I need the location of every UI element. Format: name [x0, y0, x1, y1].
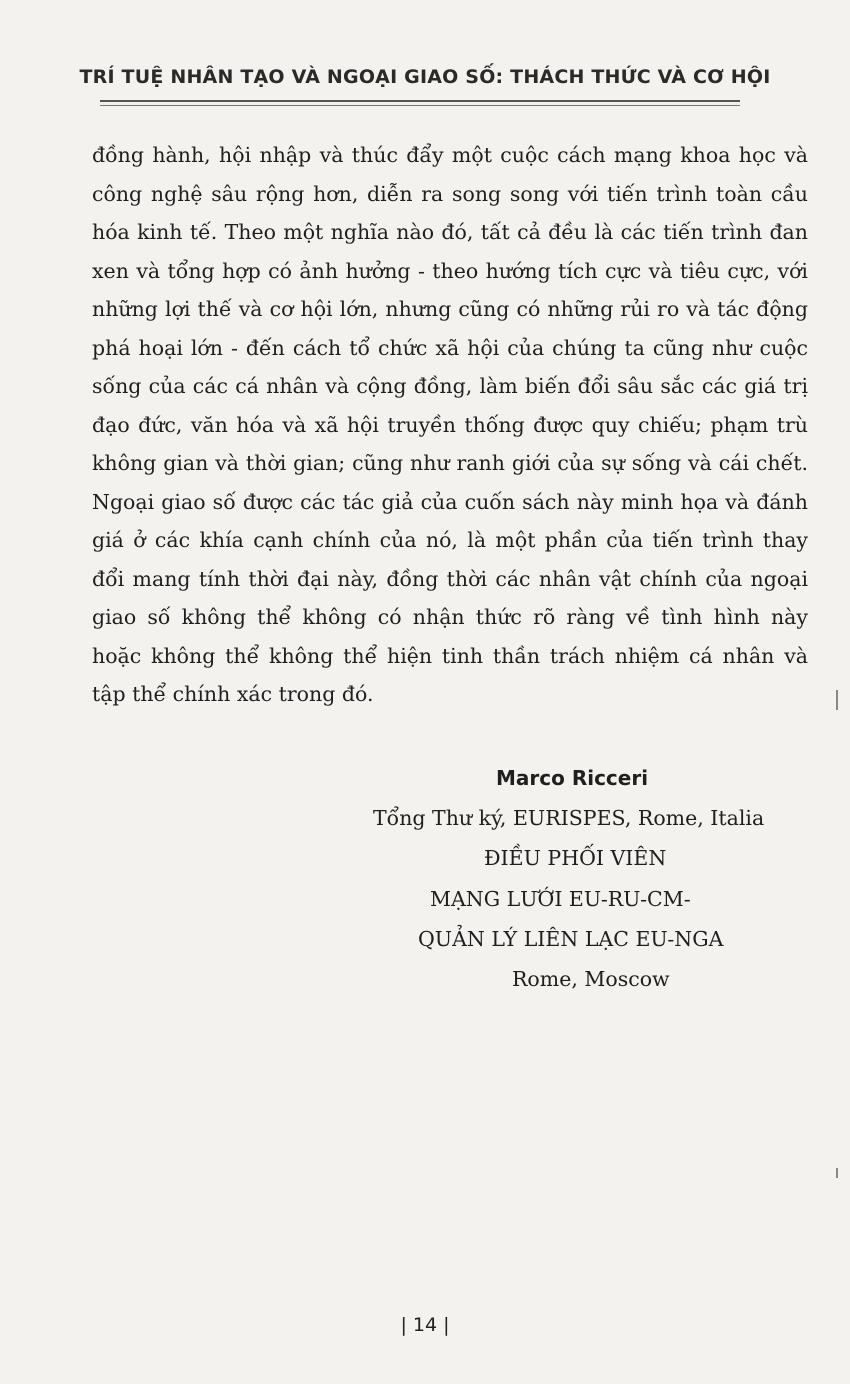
author-network: MẠNG LƯỚI EU-RU-CM- — [430, 887, 691, 911]
page-number: | 14 | — [400, 1314, 450, 1336]
text-line: không gian và thời gian; cũng như ranh giới của sự sống và cái chết. — [92, 451, 808, 475]
author-role: ĐIỀU PHỐI VIÊN — [484, 846, 667, 870]
text-line: công nghệ sâu rộng hơn, diễn ra song song với tiến trình toàn cầu — [92, 181, 808, 206]
author-location: Rome, Moscow — [512, 967, 670, 991]
author-title: Tổng Thư ký, EURISPES, Rome, Italia — [373, 806, 765, 830]
running-header — [0, 66, 850, 88]
header-rule-thin — [100, 105, 740, 106]
author-office: QUẢN LÝ LIÊN LẠC EU-NGA — [418, 927, 724, 951]
header-rule — [100, 100, 740, 102]
text-line: đạo đức, văn hóa và xã hội truyền thống được quy chiếu; phạm trù — [92, 412, 808, 437]
body-paragraph — [92, 136, 808, 714]
text-line: phá hoại lớn - đến cách tổ chức xã hội của chúng ta cũng như cuộc — [92, 335, 808, 360]
text-line: hóa kinh tế. Theo một nghĩa nào đó, tất cả đều là các tiến trình đan — [92, 220, 808, 244]
text-line: tập thể chính xác trong đó. — [92, 682, 374, 706]
text-line: Ngoại giao số được các tác giả của cuốn sách này minh họa và đánh — [92, 489, 808, 514]
text-line: giao số không thể không có nhận thức rõ ràng về tình hình này — [92, 605, 808, 629]
text-line: xen và tổng hợp có ảnh hưởng - theo hướng tích cực và tiêu cực, với — [92, 258, 808, 283]
text-line: hoặc không thể không thể hiện tinh thần trách nhiệm cá nhân và — [92, 643, 808, 668]
text-line: đổi mang tính thời đại này, đồng thời các nhân vật chính của ngoại — [92, 566, 808, 591]
margin-mark — [836, 690, 838, 710]
margin-mark — [836, 1168, 838, 1178]
text-line: đồng hành, hội nhập và thúc đẩy một cuộc cách mạng khoa học và — [92, 143, 808, 167]
text-line: giá ở các khía cạnh chính của nó, là một phần của tiến trình thay — [92, 528, 808, 552]
text-line: những lợi thế và cơ hội lớn, nhưng cũng có những rủi ro và tác động — [92, 297, 808, 321]
text-line: sống của các cá nhân và cộng đồng, làm biến đổi sâu sắc các giá trị — [92, 374, 808, 398]
book-title: TRÍ TUỆ NHÂN TẠO VÀ NGOẠI GIAO SỐ: THÁCH THỨC VÀ CƠ HỘI — [79, 66, 771, 88]
author-name: Marco Ricceri — [496, 766, 649, 790]
